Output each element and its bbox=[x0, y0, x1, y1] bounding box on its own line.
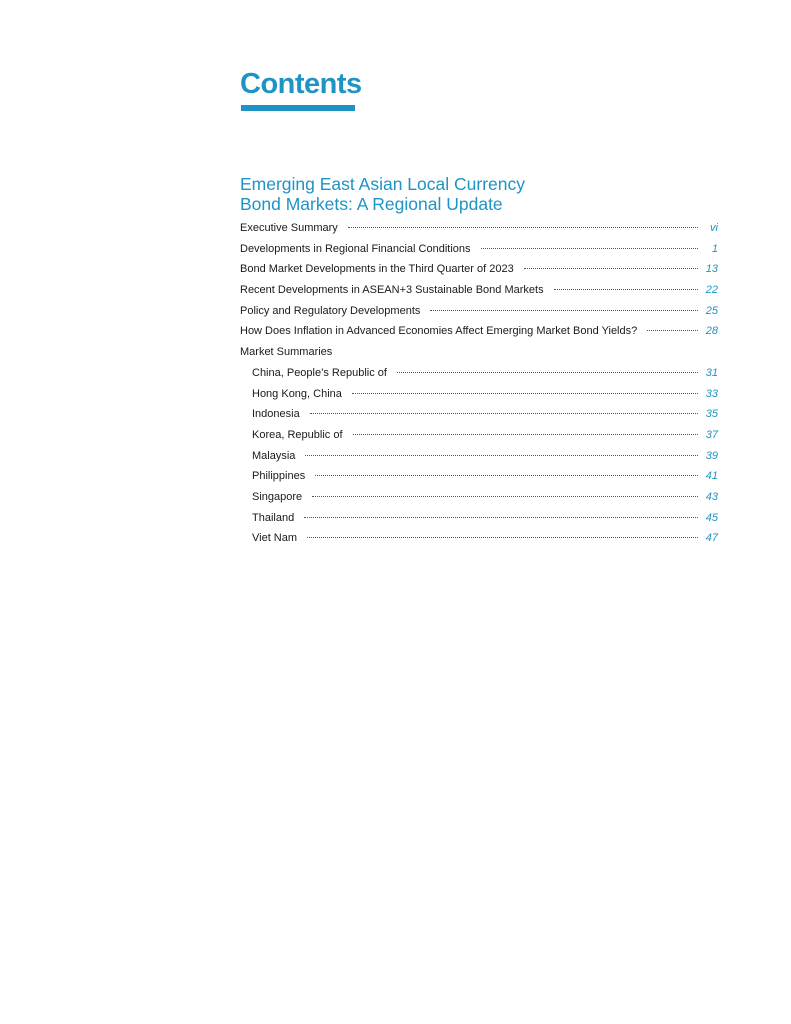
toc-page-number: 41 bbox=[705, 470, 718, 483]
toc-entry-label: Korea, Republic of bbox=[252, 428, 343, 441]
toc-entry-thailand[interactable] bbox=[240, 508, 718, 529]
toc-entry-philippines[interactable] bbox=[240, 466, 718, 487]
toc-page-number: 28 bbox=[705, 325, 718, 338]
toc-entry-label: Policy and Regulatory Developments bbox=[240, 304, 421, 317]
toc-entry-executive-summary[interactable] bbox=[240, 218, 718, 239]
toc-entry-policy-regulatory[interactable] bbox=[240, 301, 718, 322]
dot-leader bbox=[554, 289, 698, 290]
toc-entry-label: Viet Nam bbox=[252, 532, 298, 545]
toc-page-number: 25 bbox=[705, 304, 718, 317]
toc-entry-label: Executive Summary bbox=[240, 222, 338, 234]
dot-leader bbox=[352, 393, 698, 394]
toc-page-number: 1 bbox=[711, 242, 718, 255]
dot-leader bbox=[307, 537, 698, 538]
toc-page-number: 13 bbox=[705, 263, 718, 276]
dot-leader bbox=[397, 372, 698, 373]
toc-entry-sustainable-bond-markets[interactable] bbox=[240, 280, 718, 301]
toc-page-number: 37 bbox=[705, 428, 718, 441]
toc-entry-viet-nam[interactable] bbox=[240, 528, 718, 549]
toc-entry-label: Thailand bbox=[252, 511, 295, 524]
toc-entry-regional-financial-conditions[interactable] bbox=[240, 239, 718, 260]
toc-page-number: 35 bbox=[705, 408, 718, 421]
dot-leader bbox=[315, 475, 698, 476]
dot-leader bbox=[524, 268, 698, 269]
toc-entry-indonesia[interactable] bbox=[240, 404, 718, 425]
toc-entry-label: Singapore bbox=[252, 490, 303, 503]
toc-page-number: 33 bbox=[705, 387, 718, 400]
table-of-contents bbox=[240, 218, 718, 549]
toc-group-market-summaries bbox=[240, 342, 718, 363]
toc-entry-label: China, People’s Republic of bbox=[252, 366, 387, 379]
section-heading-line-2: Bond Markets: A Regional Update bbox=[240, 194, 503, 214]
page-title: Contents bbox=[240, 68, 362, 100]
toc-entry-label: Bond Market Developments in the Third Quarter of 2023 bbox=[240, 263, 514, 276]
toc-entry-china[interactable] bbox=[240, 363, 718, 384]
dot-leader bbox=[305, 455, 698, 456]
toc-entry-korea[interactable] bbox=[240, 425, 718, 446]
toc-page-number: vi bbox=[710, 222, 718, 234]
toc-entry-label: How Does Inflation in Advanced Economies Affect Emerging Market Bond Yields? bbox=[240, 325, 638, 338]
dot-leader bbox=[430, 310, 698, 311]
toc-page-number: 39 bbox=[705, 449, 718, 462]
dot-leader bbox=[348, 227, 698, 228]
dot-leader bbox=[353, 434, 699, 435]
toc-entry-singapore[interactable] bbox=[240, 487, 718, 508]
toc-page-number: 47 bbox=[705, 532, 718, 545]
toc-page-number: 22 bbox=[705, 284, 718, 297]
dot-leader bbox=[647, 330, 698, 331]
dot-leader bbox=[312, 496, 698, 497]
toc-entry-label: Malaysia bbox=[252, 449, 296, 462]
toc-entry-label: Hong Kong, China bbox=[252, 387, 342, 400]
dot-leader bbox=[481, 248, 698, 249]
toc-page-number: 45 bbox=[705, 511, 718, 524]
toc-group-label: Market Summaries bbox=[240, 346, 333, 359]
toc-entry-label: Recent Developments in ASEAN+3 Sustainable Bond Markets bbox=[240, 284, 544, 297]
toc-entry-inflation-box[interactable] bbox=[240, 321, 718, 342]
title-underline bbox=[241, 105, 355, 111]
toc-entry-label: Philippines bbox=[252, 470, 306, 483]
toc-page-number: 43 bbox=[705, 490, 718, 503]
toc-entry-label: Indonesia bbox=[252, 408, 300, 421]
toc-page-number: 31 bbox=[705, 366, 718, 379]
toc-entry-malaysia[interactable] bbox=[240, 446, 718, 467]
section-heading-line-1: Emerging East Asian Local Currency bbox=[240, 174, 525, 194]
dot-leader bbox=[310, 413, 698, 414]
toc-entry-label: Developments in Regional Financial Conditions bbox=[240, 242, 471, 255]
dot-leader bbox=[304, 517, 698, 518]
toc-entry-hong-kong[interactable] bbox=[240, 384, 718, 405]
toc-entry-bond-market-developments[interactable] bbox=[240, 259, 718, 280]
section-heading bbox=[240, 174, 525, 214]
